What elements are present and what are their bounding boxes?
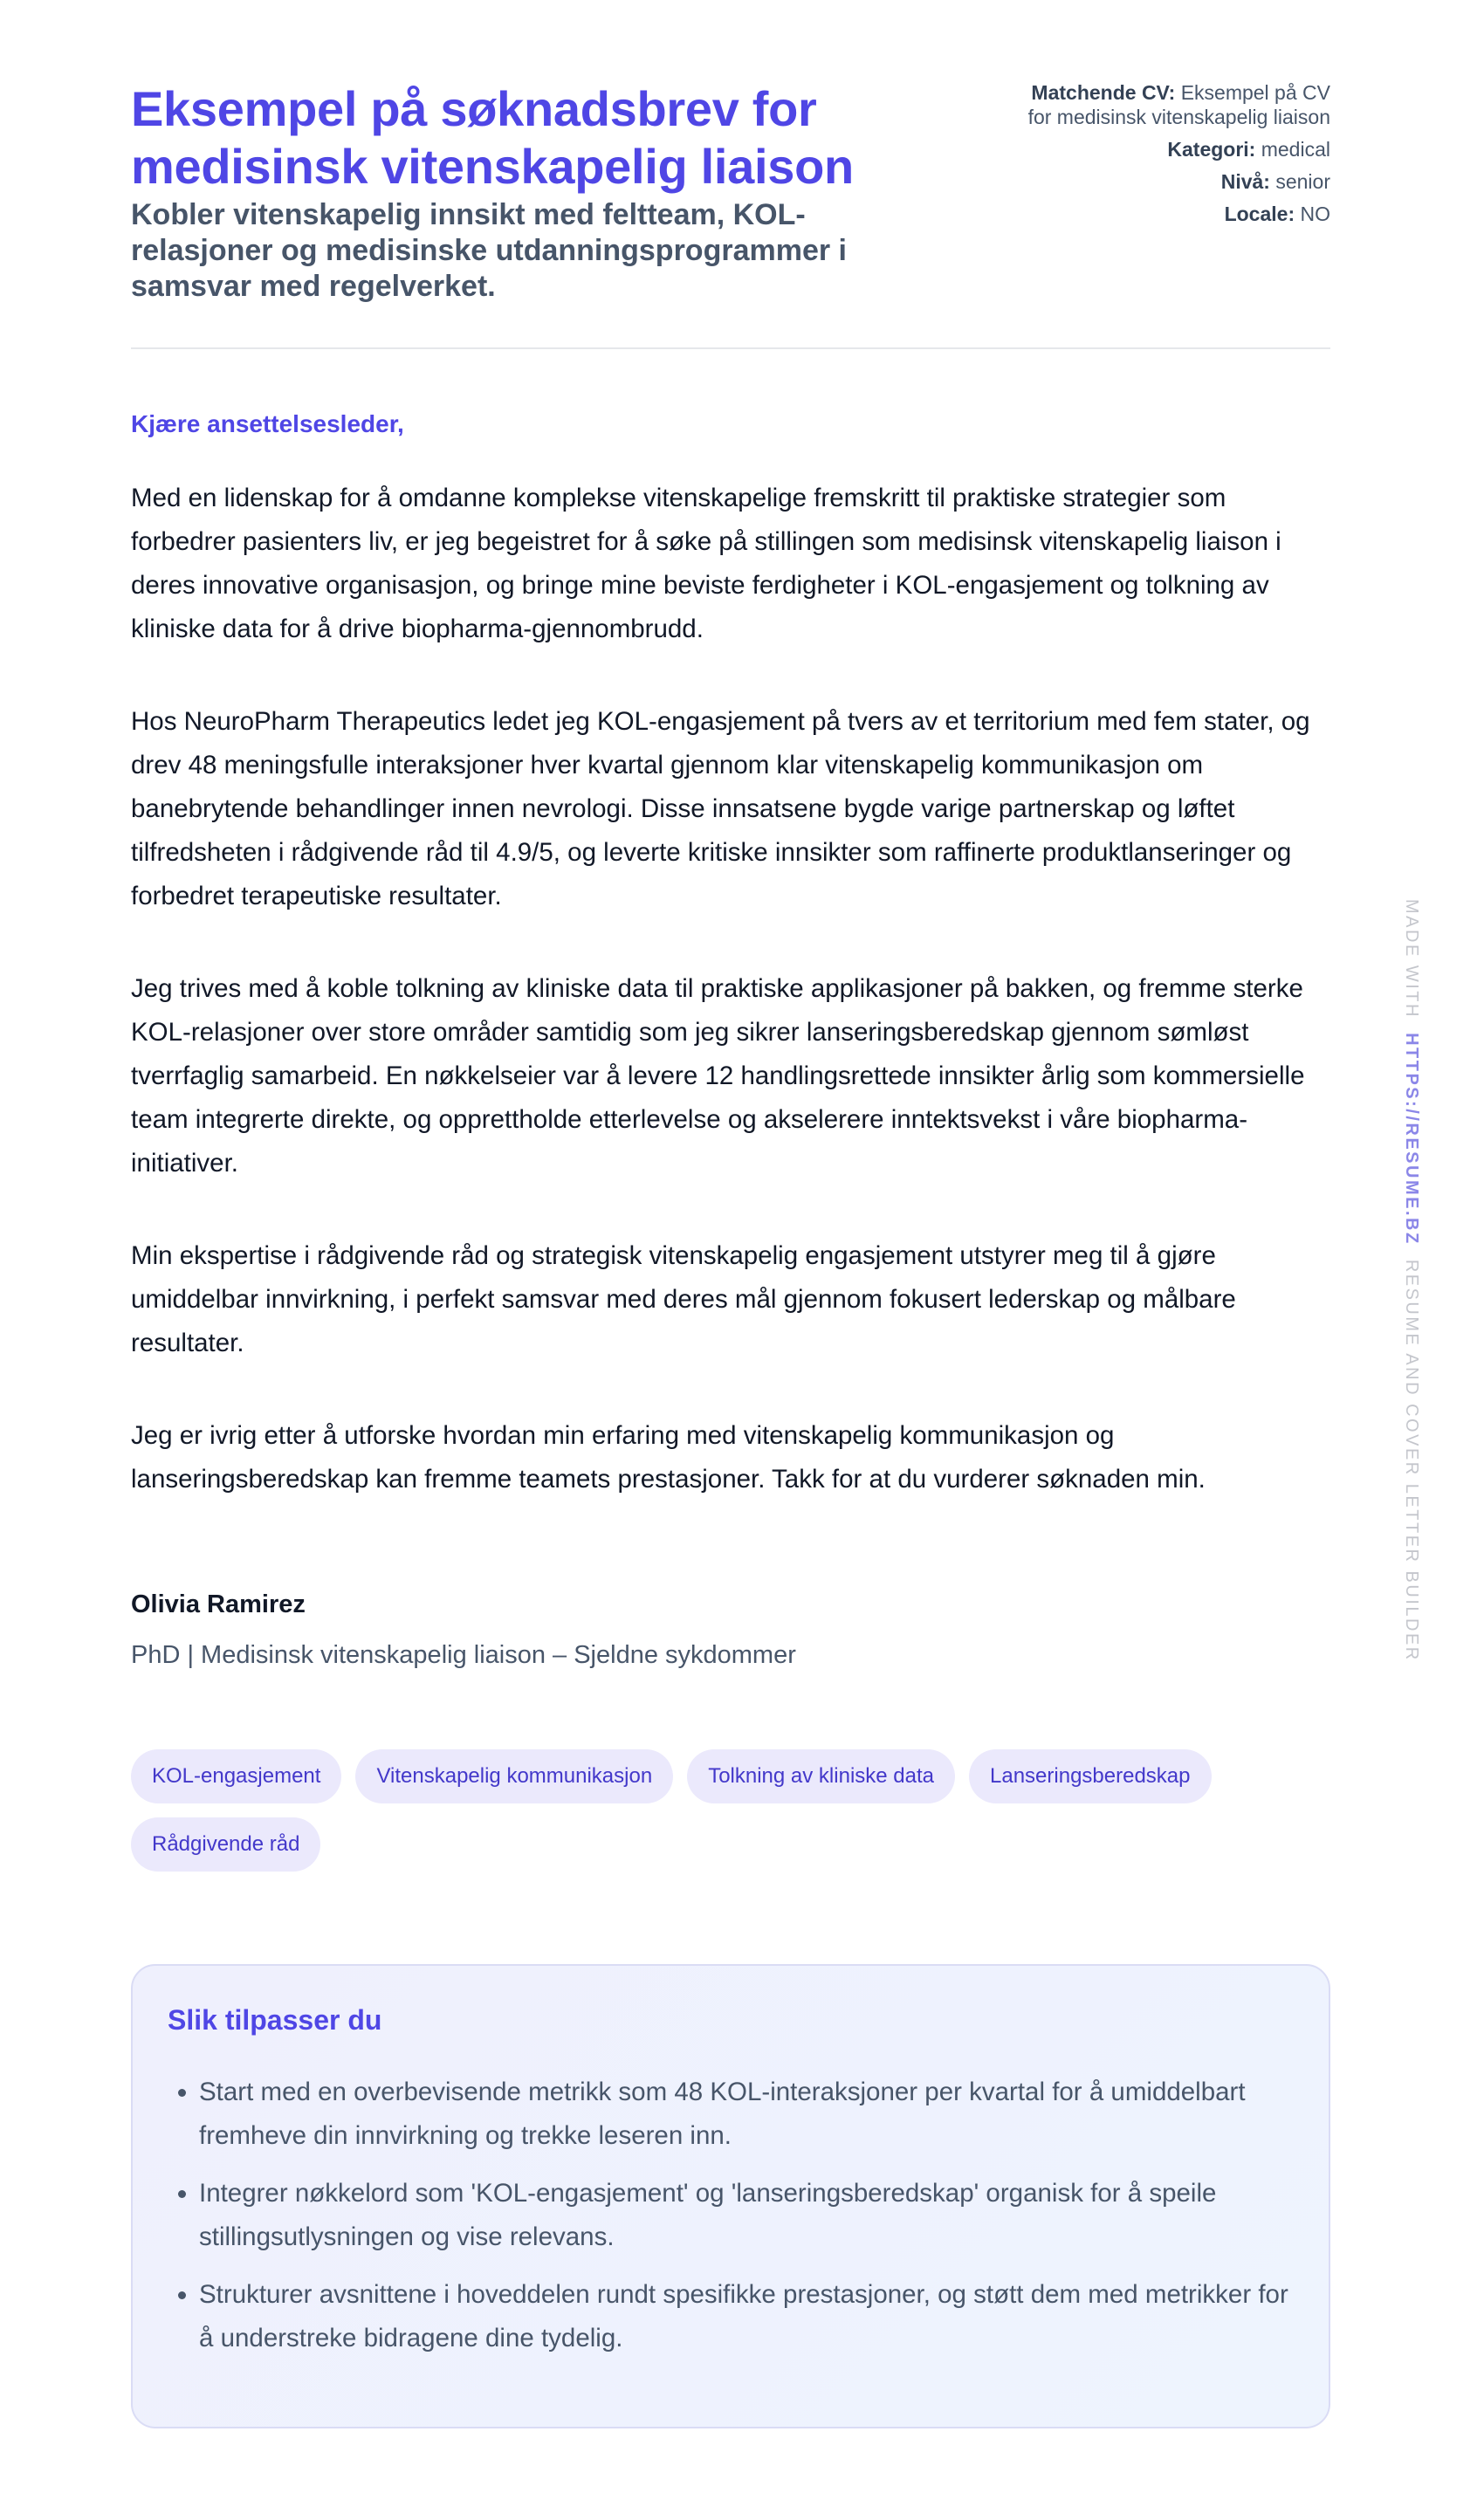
tip-item: • Strukturer avsnittene i hoveddelen rundt spesifikke prestasjoner, og støtt dem med metrikker for å understreke bidragene dine tydelig.	[199, 2273, 1294, 2360]
skill-tag: Lanseringsberedskap	[969, 1749, 1212, 1803]
tips-title: Slik tilpasser du	[168, 2004, 382, 2036]
page-title: Eksempel på søknadsbrev for medisinsk vitenskapelig liaison	[131, 81, 854, 194]
skill-tag: Rådgivende råd	[131, 1817, 320, 1872]
meta-panel	[1007, 80, 1330, 234]
skill-tag: KOL-engasjement	[131, 1749, 341, 1803]
meta-label: Locale:	[1224, 203, 1295, 225]
meta-label: Kategori:	[1167, 138, 1256, 161]
letter-paragraph: Min ekspertise i rådgivende råd og strategisk vitenskapelig engasjement utstyrer meg til å gjøre umiddelbar innvirkning, i perfekt samsvar med deres mål gjennom fokusert lederskap og målbare resultater.	[131, 1241, 1236, 1357]
signature	[131, 1587, 796, 1673]
meta-value: medical	[1261, 138, 1330, 161]
letter-greeting: Kjære ansettelsesleder,	[131, 410, 404, 437]
watermark-prefix: MADE WITH	[1402, 899, 1421, 1019]
meta-locale	[1007, 202, 1330, 226]
skill-tag: Vitenskapelig kommunikasjon	[355, 1749, 673, 1803]
skill-tags	[131, 1749, 1330, 1872]
letter-paragraph: Hos NeuroPharm Therapeutics ledet jeg KOL-engasjement på tvers av et territorium med fem stater, og drev 48 meningsfulle interaksjoner hver kvartal gjennom klar vitenskapelig kommunikasjon om banebrytende behandlinger innen nevrologi. Disse innsatsene bygde varige partnerskap og løftet tilfredsheten i rådgivende råd til 4.9/5, og leverte kritiske innsikter som raffinerte produktlanseringer og forbedret terapeutiske resultater.	[131, 707, 1310, 910]
meta-matching-cv	[1007, 80, 1330, 129]
tip-item: • Start med en overbevisende metrikk som 48 KOL-interaksjoner per kvartal for å umiddelbart fremheve din innvirkning og trekke leseren inn.	[199, 2071, 1294, 2158]
page-subtitle: Kobler vitenskapelig innsikt med feltteam, KOL-relasjoner og medisinske utdanningsprogrammer i samsvar med regelverket.	[131, 198, 847, 303]
meta-label: Matchende CV:	[1031, 81, 1176, 104]
meta-label: Nivå:	[1220, 170, 1270, 193]
letter-body	[131, 477, 1330, 1550]
watermark-link[interactable]: HTTPS://RESUME.BZ	[1402, 1033, 1421, 1246]
meta-level	[1007, 169, 1330, 194]
watermark-suffix: RESUME AND COVER LETTER BUILDER	[1402, 1259, 1421, 1662]
letter-paragraph: Jeg er ivrig etter å utforske hvordan min erfaring med vitenskapelig kommunikasjon og lanseringsberedskap kan fremme teamets prestasjoner. Takk for at du vurderer søknaden min.	[131, 1421, 1206, 1494]
watermark	[1400, 899, 1426, 1662]
meta-value-link[interactable]: Eksempel på CV for medisinsk vitenskapelig liaison	[1027, 81, 1330, 128]
letter-paragraph: Med en lidenskap for å omdanne komplekse vitenskapelige fremskritt til praktiske strategier som forbedrer pasienters liv, er jeg begeistret for å søke på stillingen som medisinsk vitenskapelig liaison i deres innovative organisasjon, og bringe mine beviste ferdigheter i KOL-engasjement og tolkning av kliniske data for å drive biopharma-gjennombrudd.	[131, 484, 1281, 643]
page-header	[131, 0, 1330, 349]
tips-list	[168, 2071, 1294, 2360]
tips-box	[131, 1964, 1330, 2428]
signature-title: PhD | Medisinsk vitenskapelig liaison – Sjeldne sykdommer	[131, 1641, 796, 1669]
skill-tag: Tolkning av kliniske data	[687, 1749, 955, 1803]
signature-name: Olivia Ramirez	[131, 1590, 306, 1618]
meta-value: senior	[1275, 170, 1330, 193]
watermark-text	[1401, 899, 1421, 1662]
meta-category	[1007, 137, 1330, 161]
tip-item: • Integrer nøkkelord som 'KOL-engasjement' og 'lanseringsberedskap' organisk for å speile stillingsutlysningen og vise relevans.	[199, 2172, 1294, 2259]
letter-paragraph: Jeg trives med å koble tolkning av kliniske data til praktiske applikasjoner på bakken, og fremme sterke KOL-relasjoner over store områder samtidig som jeg sikrer lanseringsberedskap gjennom sømløst tverrfaglig samarbeid. En nøkkelseier var å levere 12 handlingsrettede innsikter årlig som kommersielle team integrerte direkte, og opprettholde etterlevelse og akselerere inntektsvekst i våre biopharma-initiativer.	[131, 974, 1305, 1178]
cover-letter-page	[131, 0, 1330, 2353]
meta-value: NO	[1300, 203, 1330, 225]
